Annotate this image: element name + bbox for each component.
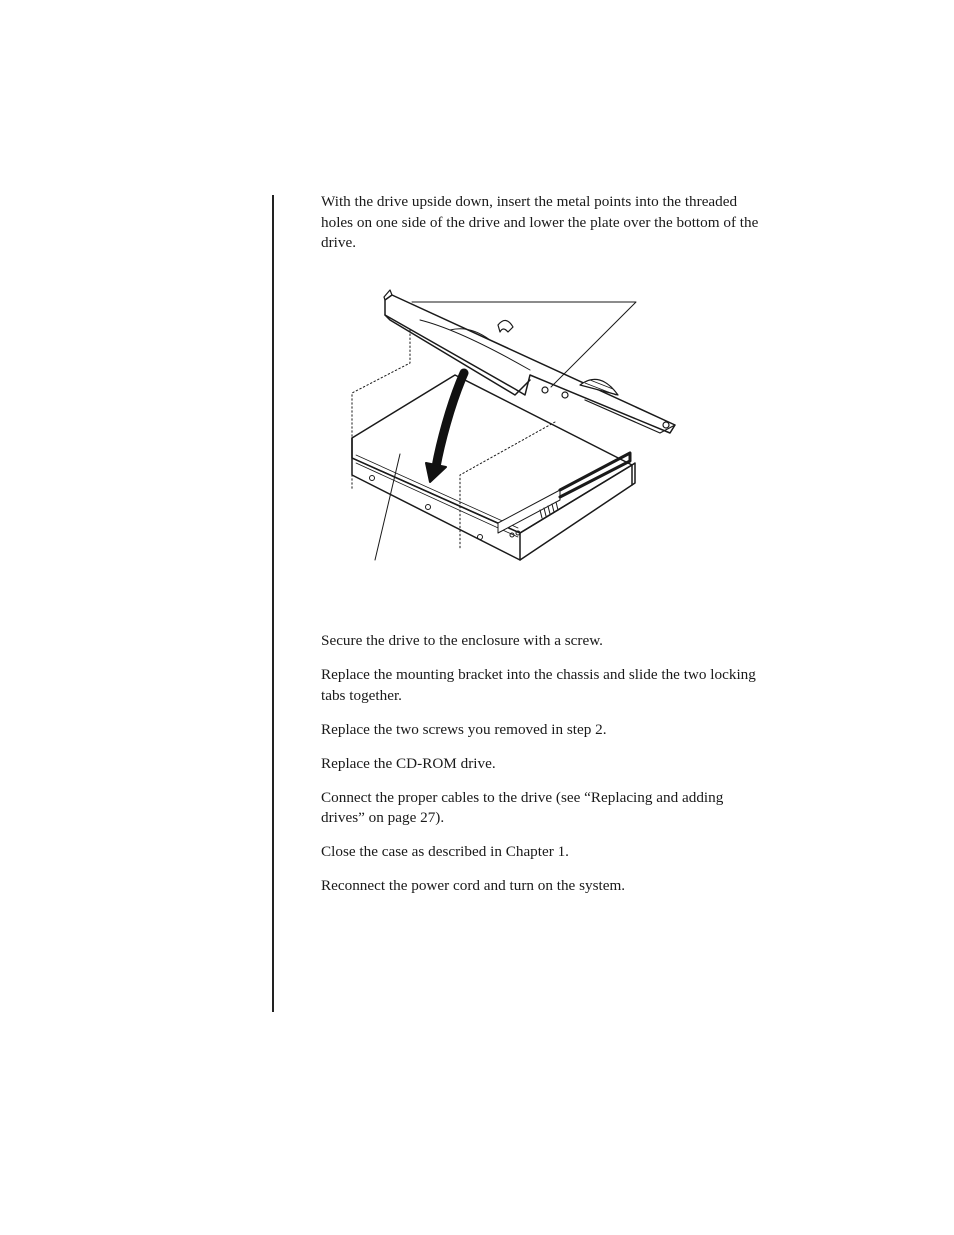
intro-paragraph: With the drive upside down, insert the metal points into the threaded holes on one side of the drive and lower the plate over the bottom of the drive.: [321, 193, 759, 252]
step-paragraph: Connect the proper cables to the drive (see “Replacing and adding drives” on page 27).: [321, 788, 724, 827]
margin-rule: [272, 195, 274, 1012]
intro-block: [321, 192, 766, 267]
step-paragraph: Replace the two screws you removed in step 2.: [321, 720, 607, 738]
step-paragraph: Close the case as described in Chapter 1.: [321, 843, 569, 861]
step-paragraph: Secure the drive to the enclosure with a screw.: [321, 632, 603, 649]
steps-block: [321, 631, 766, 910]
drive-bracket-illustration: [330, 285, 690, 575]
drive-bracket-figure: [330, 285, 690, 575]
step-paragraph: Replace the mounting bracket into the chassis and slide the two locking tabs together.: [321, 665, 756, 704]
step-paragraph: Replace the CD-ROM drive.: [321, 754, 496, 772]
step-paragraph: Reconnect the power cord and turn on the system.: [321, 877, 626, 895]
